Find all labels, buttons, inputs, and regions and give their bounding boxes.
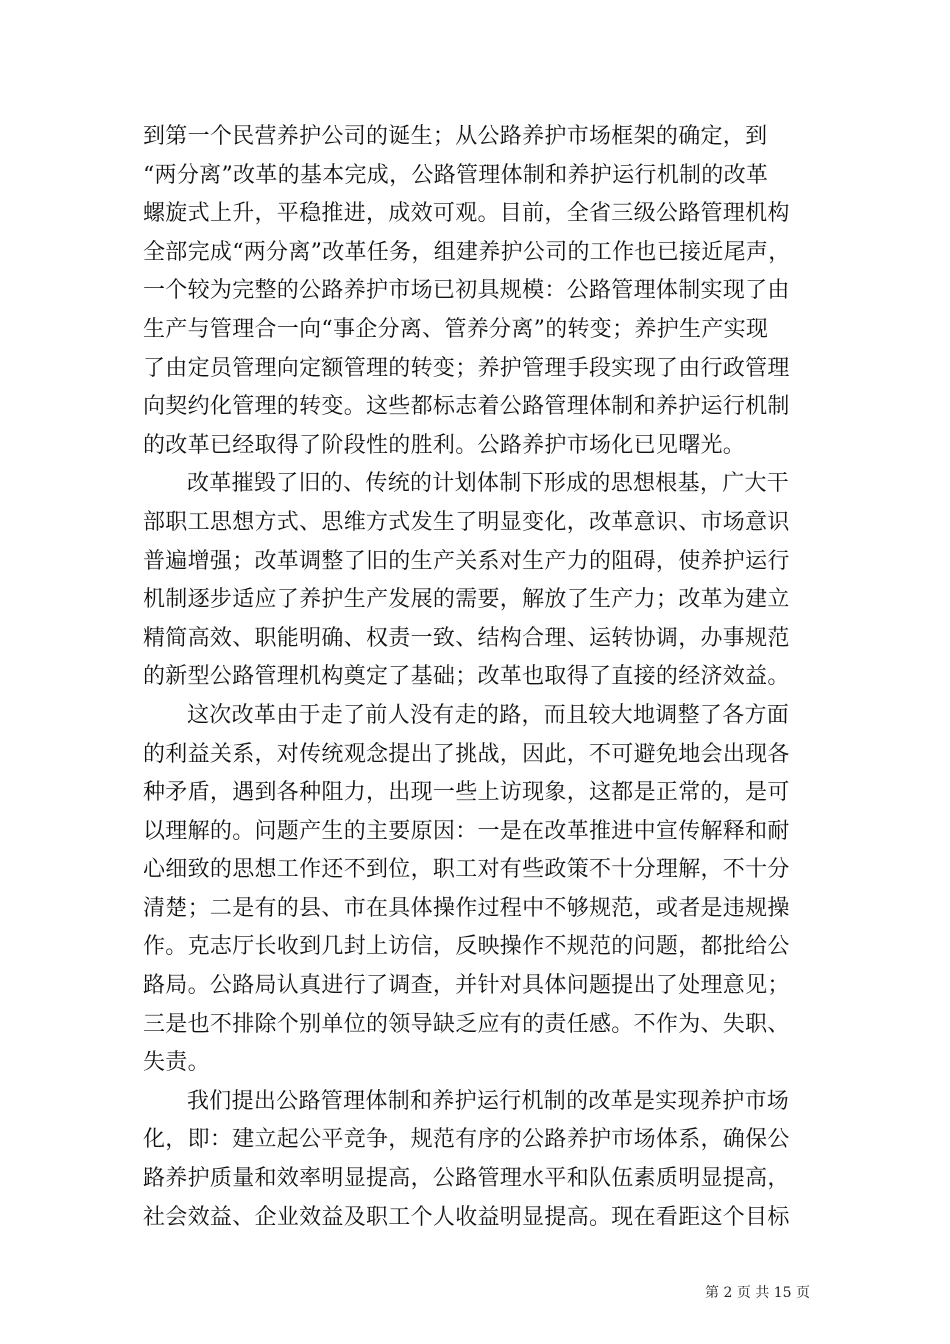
text-line: 螺旋式上升，平稳推进，成效可观。目前，全省三级公路管理机构 <box>143 201 790 227</box>
text-line: 路养护质量和效率明显提高，公路管理水平和队伍素质明显提高， <box>143 1166 790 1192</box>
paragraph-start-line: 我们提出公路管理体制和养护运行机制的改革是实现养护市场 <box>187 1088 790 1114</box>
text-line: “两分离”改革的基本完成，公路管理体制和养护运行机制的改革 <box>143 162 769 188</box>
text-line: 心细致的思想工作还不到位，职工对有些政策不十分理解，不十分 <box>143 857 790 883</box>
text-line: 的利益关系，对传统观念提出了挑战，因此，不可避免地会出现各 <box>143 741 790 767</box>
text-line: 全部完成“两分离”改革任务，组建养护公司的工作也已接近尾声， <box>143 239 791 265</box>
text-line: 了由定员管理向定额管理的转变；养护管理手段实现了由行政管理 <box>143 355 790 381</box>
text-line: 路局。公路局认真进行了调查，并针对具体问题提出了处理意见； <box>143 973 790 999</box>
text-line: 普遍增强；改革调整了旧的生产关系对生产力的阻碍，使养护运行 <box>143 548 790 574</box>
document-body <box>143 118 810 1237</box>
text-line: 作。克志厅长收到几封上访信，反映操作不规范的问题，都批给公 <box>143 934 790 960</box>
text-line: 的改革已经取得了阶段性的胜利。公路养护市场化已见曙光。 <box>143 432 746 458</box>
text-line: 三是也不排除个别单位的领导缺乏应有的责任感。不作为、失职、 <box>143 1011 790 1037</box>
text-line: 的新型公路管理机构奠定了基础；改革也取得了直接的经济效益。 <box>143 664 790 690</box>
text-line: 化，即：建立起公平竞争，规范有序的公路养护市场体系，确保公 <box>143 1127 790 1153</box>
text-line: 种矛盾，遇到各种阻力，出现一些上访现象，这都是正常的，是可 <box>143 780 790 806</box>
paragraph-start-line: 这次改革由于走了前人没有走的路，而且较大地调整了各方面 <box>187 702 790 728</box>
text-line: 一个较为完整的公路养护市场已初具规模：公路管理体制实现了由 <box>143 278 790 304</box>
text-line: 以理解的。问题产生的主要原因：一是在改革推进中宣传解释和耐 <box>143 818 790 844</box>
text-line: 向契约化管理的转变。这些都标志着公路管理体制和养护运行机制 <box>143 394 790 420</box>
text-line: 社会效益、企业效益及职工个人收益明显提高。现在看距这个目标 <box>143 1204 790 1230</box>
text-line: 机制逐步适应了养护生产发展的需要，解放了生产力；改革为建立 <box>143 587 790 613</box>
text-line: 失责。 <box>143 1050 210 1076</box>
page-number-footer: 第 2 页 共 15 页 <box>705 1285 810 1301</box>
text-line: 精简高效、职能明确、权责一致、结构合理、运转协调，办事规范 <box>143 625 790 651</box>
text-line: 生产与管理合一向“事企分离、管养分离”的转变；养护生产实现 <box>143 316 769 342</box>
text-line: 到第一个民营养护公司的诞生；从公路养护市场框架的确定，到 <box>143 124 768 149</box>
paragraph-start-line: 改革摧毁了旧的、传统的计划体制下形成的思想根基，广大干 <box>187 471 790 497</box>
text-line: 清楚；二是有的县、市在具体操作过程中不够规范，或者是违规操 <box>143 895 790 921</box>
text-line: 部职工思想方式、思维方式发生了明显变化，改革意识、市场意识 <box>143 509 790 535</box>
